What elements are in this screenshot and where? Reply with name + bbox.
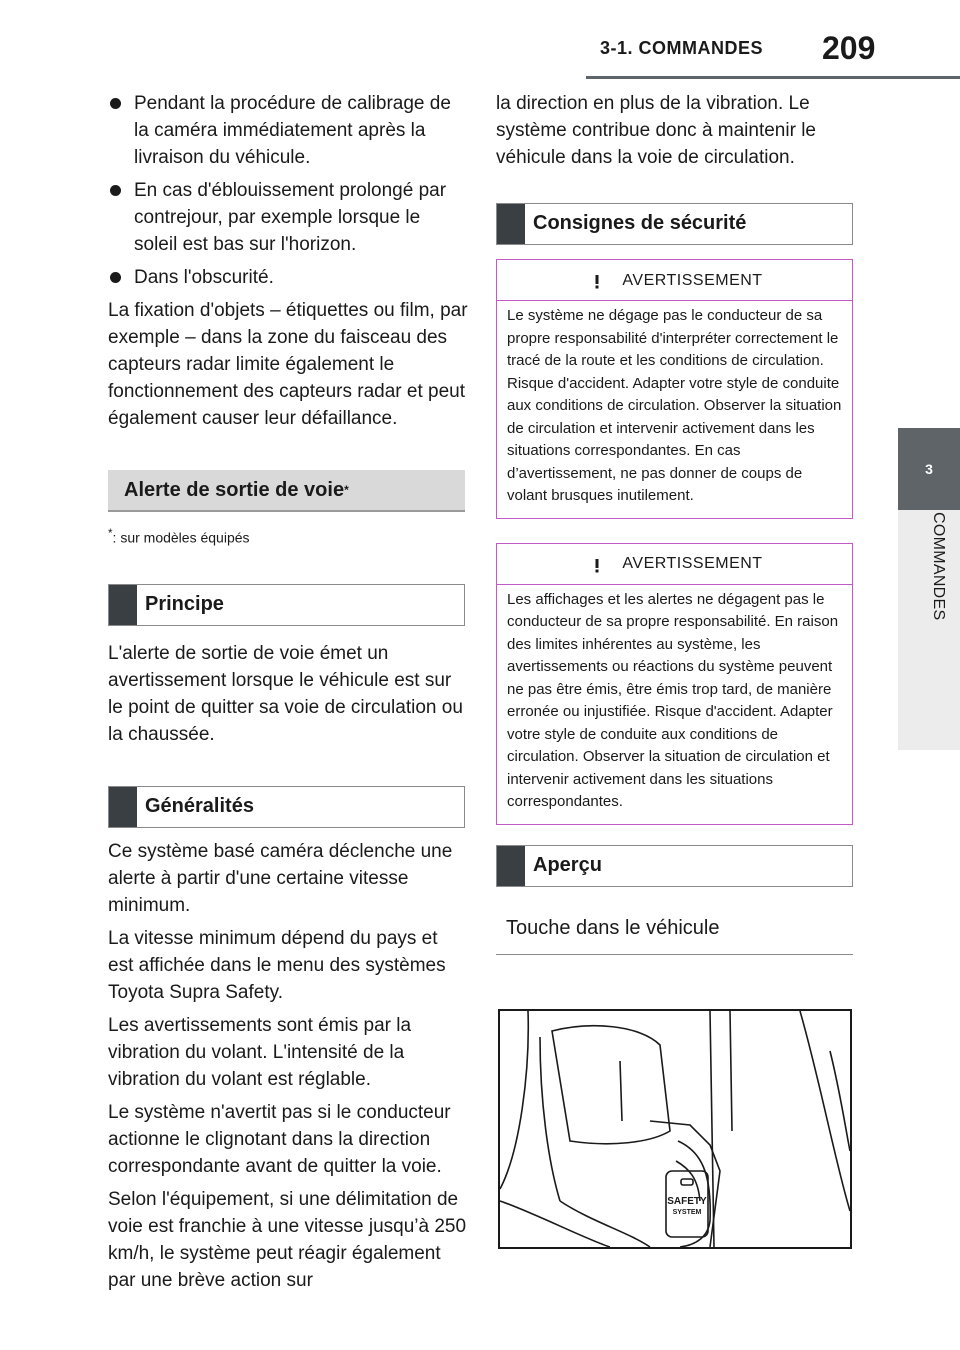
heading-bar — [109, 787, 137, 827]
subsection-heading-generalites: Généralités — [108, 786, 465, 828]
subsection-heading-apercu: Aperçu — [496, 845, 853, 887]
page-number: 209 — [822, 30, 876, 66]
heading-bar — [497, 846, 525, 886]
footnote-marker: * — [344, 482, 349, 497]
bullet-item: En cas d'éblouissement prolongé par contrejour, par exemple lorsque le soleil est bas sur l'horizon. — [108, 177, 468, 258]
section-header: 3-1. COMMANDES — [600, 38, 764, 58]
warning-triangle-icon — [586, 270, 608, 290]
bullet-dot-icon — [110, 185, 121, 196]
safety-button-label: SAFETY — [667, 1196, 707, 1207]
center-console-drawing — [500, 1011, 850, 1247]
safety-button-sublabel: SYSTEM — [672, 1209, 702, 1216]
warning-box — [496, 259, 853, 519]
heading-bar — [109, 585, 137, 625]
body-paragraph: L'alerte de sortie de voie émet un avertissement lorsque le véhicule est sur le point de quitter sa voie de circulation ou la chaussée. — [108, 642, 463, 745]
warning-text: Le système ne dégage pas le conducteur de sa propre responsabilité d'interpréter correctement le tracé de la route et les conditions de circulation. Risque d'accident. Adapter votre style de conduite aux conditions de circulation. Observer la situation de circulation et intervenir activement dans les situations correspondantes. En cas d’avertissement, ne pas donner de coups de volant brusques inutilement. — [507, 307, 842, 504]
section-title: Alerte de sortie de voie * — [108, 470, 465, 512]
chapter-tab-label: COMMANDES — [930, 512, 947, 621]
bullet-dot-icon — [110, 272, 121, 283]
warning-header: AVERTISSEMENT — [497, 544, 852, 585]
body-paragraph: La vitesse minimum dépend du pays et est affichée dans le menu des systèmes Toyota Supra Safety. — [108, 927, 446, 1003]
chapter-tab-number: 3 — [898, 428, 960, 510]
warning-header: AVERTISSEMENT — [497, 260, 852, 301]
body-paragraph: La fixation d'objets – étiquettes ou film, par exemple – dans la zone du faisceau des capteurs radar limite également le fonctionnement des capteurs radar et peut également causer leur défaillance. — [108, 300, 468, 429]
heading-bar — [497, 204, 525, 244]
illustration-caption: Touche dans le véhicule — [496, 905, 853, 955]
bullet-dot-icon — [110, 98, 121, 109]
bullet-item: Pendant la procédure de calibrage de la caméra immédiatement après la livraison du véhicule. — [108, 90, 468, 171]
body-paragraph: Ce système basé caméra déclenche une alerte à partir d'une certaine vitesse minimum. — [108, 840, 453, 916]
footnote: *: sur modèles équipés — [108, 527, 250, 546]
console-illustration — [498, 1009, 852, 1249]
warning-box — [496, 543, 853, 825]
subsection-heading-consignes: Consignes de sécurité — [496, 203, 853, 245]
warning-triangle-icon — [586, 554, 608, 574]
body-paragraph: la direction en plus de la vibration. Le système contribue donc à maintenir le véhicule dans la voie de circulation. — [496, 93, 816, 168]
body-paragraph: Le système n'avertit pas si le conducteur actionne le clignotant dans la direction correspondante avant de quitter la voie. — [108, 1101, 451, 1177]
left-column — [108, 90, 468, 1300]
bullet-item: Dans l'obscurité. — [108, 264, 468, 291]
body-paragraph: Selon l'équipement, si une délimitation de voie est franchie à une vitesse jusqu’à 250 km/h, le système peut réagir également par une brève action sur — [108, 1188, 467, 1291]
subsection-heading-principe: Principe — [108, 584, 465, 626]
warning-text: Les affichages et les alertes ne dégagent pas le conducteur de sa propre responsabilité. En raison des limites inhérentes au système, les avertissements ou réactions du système peuvent ne pas être émis, être émis trop tard, de manière erronée ou injustifiée. Risque d'accident. Adapter votre style de conduite aux conditions de circulation. Observer la situation de circulation et intervenir activement dans les situations correspondantes. — [507, 590, 839, 810]
right-column — [496, 90, 856, 955]
body-paragraph: Les avertissements sont émis par la vibration du volant. L'intensité de la vibration du volant est réglable. — [108, 1014, 412, 1090]
header-divider — [586, 76, 960, 79]
